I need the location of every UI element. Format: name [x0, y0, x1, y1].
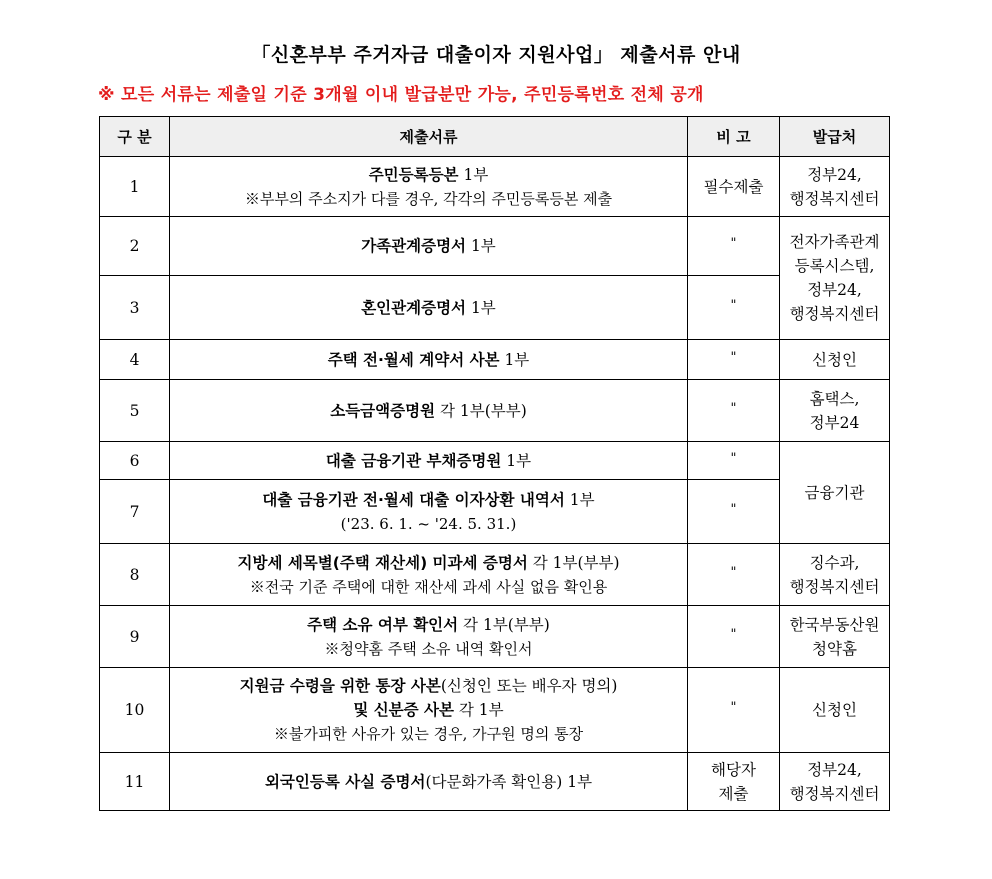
- issuer-line: 홈택스,: [809, 389, 860, 408]
- document-name: 지방세 세목별(주택 재산세) 미과세 증명서: [237, 553, 528, 572]
- document-note: ※부부의 주소지가 다를 경우, 각각의 주민등록등본 제출: [244, 189, 613, 208]
- row-number: 1: [100, 157, 170, 217]
- note-cell: [688, 340, 780, 380]
- table-header-row: [100, 117, 890, 157]
- note-line: 제출: [718, 784, 749, 803]
- document-qty: (다문화가족 확인용) 1부: [425, 772, 593, 791]
- document-cell: [170, 380, 688, 442]
- issuer-cell: [780, 544, 890, 606]
- document-qty: 1부: [564, 490, 595, 509]
- header-no: 구 분: [100, 117, 170, 157]
- table-row: [100, 157, 890, 217]
- header-issuer: 발급처: [780, 117, 890, 157]
- document-qty: 1부: [499, 350, 530, 369]
- row-number: 5: [100, 380, 170, 442]
- document-name: 외국인등록 사실 증명서: [264, 772, 426, 791]
- table-row: [100, 276, 890, 340]
- document-qty: 각 1부(부부): [527, 553, 620, 572]
- document-cell: [170, 442, 688, 480]
- issuer-cell: [780, 753, 890, 811]
- note-cell: [688, 668, 780, 753]
- row-number: 3: [100, 276, 170, 340]
- note-line: 해당자: [711, 760, 756, 779]
- document-name: 주택 소유 여부 확인서: [307, 615, 459, 634]
- document-name: 소득금액증명원: [330, 401, 436, 420]
- ditto-mark: ": [730, 564, 737, 580]
- document-name: 지원금 수령을 위한 통장 사본: [239, 677, 441, 695]
- ditto-mark: ": [730, 297, 737, 313]
- document-cell: [170, 753, 688, 811]
- table-row: [100, 480, 890, 544]
- document-note: ※청약홈 주택 소유 내역 확인서: [324, 639, 533, 658]
- document-qty: 1부: [466, 298, 496, 317]
- document-cell: [170, 276, 688, 340]
- header-note: 비 고: [688, 117, 780, 157]
- issuer-line: 전자가족관계: [789, 233, 880, 251]
- ditto-mark: ": [730, 400, 737, 416]
- issuer-cell: [780, 380, 890, 442]
- table-row: [100, 753, 890, 811]
- table-row: [100, 544, 890, 606]
- issuer-line: 정부24: [809, 413, 860, 432]
- ditto-mark: ": [730, 501, 737, 517]
- document-cell: [170, 217, 688, 276]
- row-number: 8: [100, 544, 170, 606]
- table-row: [100, 380, 890, 442]
- document-qty: 각 1부(부부): [458, 615, 550, 634]
- document-note: ※전국 기준 주택에 대한 재산세 과세 사실 없음 확인용: [249, 577, 608, 596]
- table-row: [100, 606, 890, 668]
- issuer-line: 행정복지센터: [789, 784, 880, 803]
- table-row: [100, 442, 890, 480]
- note-cell: [688, 442, 780, 480]
- document-name: 대출 금융기관 전·월세 대출 이자상환 내역서: [262, 490, 565, 509]
- ditto-mark: ": [730, 700, 737, 715]
- document-name: 및 신분증 사본: [353, 701, 454, 719]
- table-row: [100, 668, 890, 753]
- issuer-line: 정부24,: [807, 281, 862, 299]
- table-row: [100, 217, 890, 276]
- document-cell: [170, 668, 688, 753]
- document-name: 주민등록등본: [368, 165, 459, 184]
- document-cell: [170, 544, 688, 606]
- document-title: 「신혼부부 주거자금 대출이자 지원사업」 제출서류 안내: [251, 44, 741, 66]
- ditto-mark: ": [730, 236, 737, 251]
- table-row: [100, 340, 890, 380]
- notice-text: ※ 모든 서류는 제출일 기준 3개월 이내 발급분만 가능, 주민등록번호 전체 공개: [98, 85, 704, 105]
- issuer-line: 행정복지센터: [789, 305, 880, 323]
- row-number: 9: [100, 606, 170, 668]
- header-documents: 제출서류: [170, 117, 688, 157]
- issuer-cell: 신청인: [780, 340, 890, 380]
- issuer-line: 정부24,: [807, 760, 862, 779]
- issuer-line: 등록시스템,: [794, 257, 875, 275]
- document-qty: 1부: [501, 451, 532, 470]
- issuer-line: 한국부동산원: [789, 615, 880, 634]
- row-number: 7: [100, 480, 170, 544]
- document-name: 혼인관계증명서: [361, 298, 467, 317]
- document-name: 대출 금융기관 부채증명원: [325, 451, 502, 470]
- note-cell: [688, 753, 780, 811]
- issuer-line: 행정복지센터: [789, 189, 880, 208]
- document-qty: (신청인 또는 배우자 명의): [440, 677, 618, 695]
- note-cell: [688, 380, 780, 442]
- issuer-cell: 신청인: [780, 668, 890, 753]
- row-number: 10: [100, 668, 170, 753]
- row-number: 11: [100, 753, 170, 811]
- document-qty: 1부: [466, 237, 496, 255]
- issuer-line: 청약홈: [812, 639, 857, 658]
- document-name: 주택 전·월세 계약서 사본: [327, 350, 500, 369]
- issuer-cell: [780, 606, 890, 668]
- document-cell: [170, 606, 688, 668]
- document-qty: 1부: [458, 165, 489, 184]
- document-qty: 각 1부(부부): [435, 401, 527, 420]
- document-cell: [170, 157, 688, 217]
- issuer-line: 징수과,: [809, 553, 860, 572]
- row-number: 6: [100, 442, 170, 480]
- issuer-cell: [780, 217, 890, 340]
- note-cell: [688, 276, 780, 340]
- document-cell: [170, 480, 688, 544]
- document-cell: [170, 340, 688, 380]
- note-cell: 필수제출: [688, 157, 780, 217]
- issuer-cell: 금융기관: [780, 442, 890, 544]
- document-name: 가족관계증명서: [361, 237, 467, 255]
- documents-table: [99, 116, 890, 811]
- note-cell: [688, 217, 780, 276]
- note-cell: [688, 544, 780, 606]
- row-number: 2: [100, 217, 170, 276]
- issuer-line: 행정복지센터: [789, 577, 880, 596]
- issuer-cell: [780, 157, 890, 217]
- issuer-line: 정부24,: [807, 165, 862, 184]
- document-note: ('23. 6. 1. ~ '24. 5. 31.): [340, 514, 517, 533]
- document-qty: 각 1부: [453, 701, 504, 719]
- note-cell: [688, 606, 780, 668]
- ditto-mark: ": [730, 450, 737, 466]
- note-cell: [688, 480, 780, 544]
- row-number: 4: [100, 340, 170, 380]
- ditto-mark: ": [730, 349, 737, 365]
- ditto-mark: ": [730, 626, 737, 642]
- document-note: ※불가피한 사유가 있는 경우, 가구원 명의 통장: [273, 725, 584, 743]
